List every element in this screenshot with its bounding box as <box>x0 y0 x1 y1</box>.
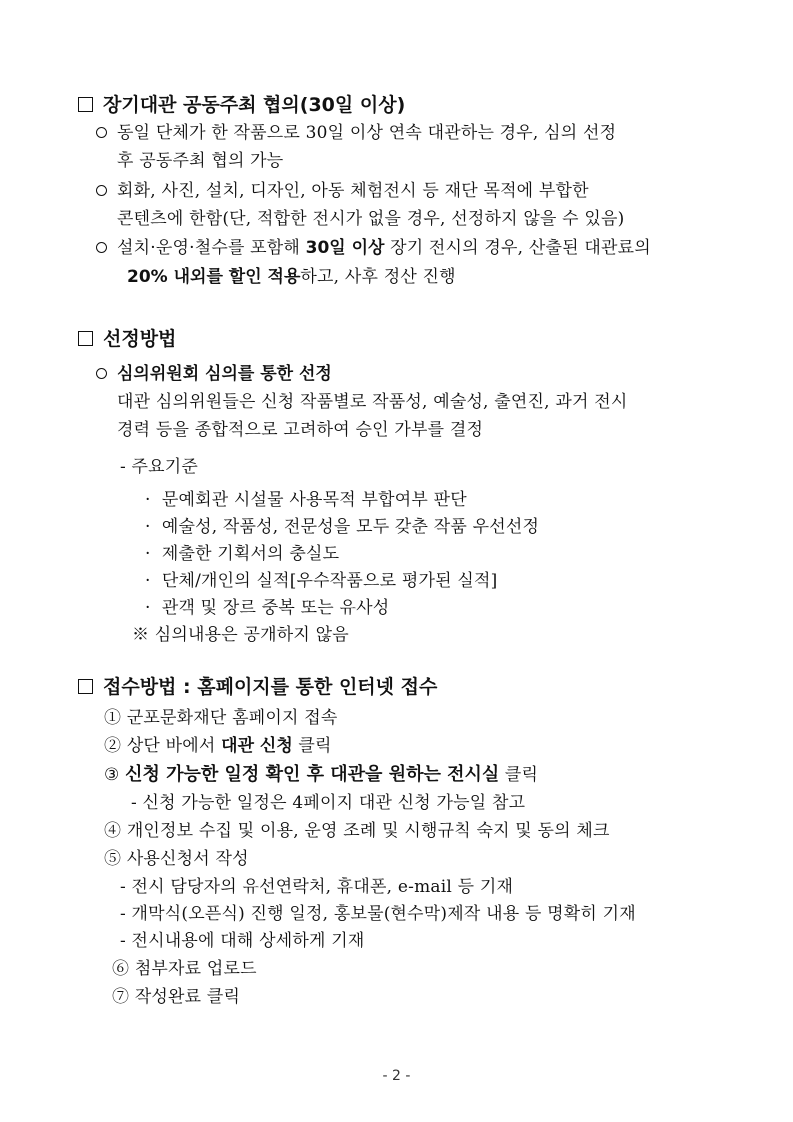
note: ※ 심의내용은 공개하지 않음 <box>132 625 349 645</box>
bullet-item <box>96 237 651 259</box>
criteria-text: 단체/개인의 실적[우수작품으로 평가된 실적] <box>161 571 498 591</box>
step-subnote: - 전시내용에 대해 상세하게 기재 <box>120 931 365 951</box>
criteria-item <box>145 516 539 538</box>
bullet-text-continued <box>127 266 456 288</box>
step-text: 클릭 <box>499 765 539 785</box>
step-number: ⑦ <box>112 987 130 1007</box>
criteria-item <box>145 597 389 619</box>
checkbox-square-icon <box>78 331 93 346</box>
step-text: 상단 바에서 <box>126 736 222 756</box>
dot-bullet-icon: · <box>145 598 151 618</box>
criteria-text: 관객 및 장르 중복 또는 유사성 <box>161 598 390 618</box>
step-number: ⑥ <box>112 959 130 979</box>
bullet-title: 심의위원회 심의를 통한 선정 <box>117 364 332 384</box>
bullet-item <box>96 180 589 202</box>
step-item <box>104 707 337 729</box>
criteria-text: 제출한 기획서의 충실도 <box>161 544 340 564</box>
bullet-text-continued: 후 공동주최 협의 가능 <box>117 151 284 171</box>
bullet-text-continued: 콘텐츠에 한함(단, 적합한 전시가 없을 경우, 선정하지 않을 수 있음) <box>117 209 625 229</box>
section-title: 선정방법 <box>103 328 177 350</box>
criteria-item <box>145 570 497 592</box>
criteria-label: - 주요기준 <box>120 457 199 477</box>
step-text-bold: 신청 가능한 일정 확인 후 대관을 원하는 전시실 <box>125 764 500 785</box>
circle-bullet-icon <box>96 368 107 379</box>
description-line: 경력 등을 종합적으로 고려하여 승인 가부를 결정 <box>117 420 484 440</box>
bullet-text: 동일 단체가 한 작품으로 30일 이상 연속 대관하는 경우, 심의 선정 <box>117 123 617 143</box>
bullet-item <box>96 122 616 144</box>
step-number: ② <box>104 736 122 756</box>
dot-bullet-icon: · <box>145 517 151 537</box>
dot-bullet-icon: · <box>145 544 151 564</box>
description-line: 대관 심의위원들은 신청 작품별로 작품성, 예술성, 출연진, 과거 전시 <box>117 392 628 412</box>
step-subnote: - 개막식(오픈식) 진행 일정, 홍보물(현수막)제작 내용 등 명확히 기재 <box>120 904 636 924</box>
bullet-text: 회화, 사진, 설치, 디자인, 아동 체험전시 등 재단 목적에 부합한 <box>117 181 589 201</box>
criteria-text: 문예회관 시설물 사용목적 부합여부 판단 <box>161 490 467 510</box>
step-item <box>112 986 240 1008</box>
criteria-text: 예술성, 작품성, 전문성을 모두 갖춘 작품 우선선정 <box>161 517 540 537</box>
step-item <box>112 958 257 980</box>
step-item <box>104 820 610 842</box>
bullet-text: 하고, 사후 정산 진행 <box>300 267 456 287</box>
criteria-item <box>145 543 339 565</box>
step-text: 사용신청서 작성 <box>126 849 249 869</box>
bullet-text: 장기 전시의 경우, 산출된 대관료의 <box>384 238 651 258</box>
step-text-bold: 대관 신청 <box>221 736 293 756</box>
bullet-text: 설치·운영·철수를 포함해 <box>117 238 306 258</box>
checkbox-square-icon <box>78 97 93 112</box>
circle-bullet-icon <box>96 242 107 253</box>
step-number: ③ <box>104 765 120 785</box>
section-heading-application-method <box>78 676 437 698</box>
step-item <box>104 735 332 757</box>
bullet-text-bold: 20% 내외를 할인 적용 <box>127 267 301 287</box>
section-title: 장기대관 공동주최 협의(30일 이상) <box>103 94 406 116</box>
checkbox-square-icon <box>78 679 93 694</box>
step-text: 첨부자료 업로드 <box>134 959 257 979</box>
section-heading-long-term-rental <box>78 94 405 116</box>
circle-bullet-icon <box>96 127 107 138</box>
step-text: 군포문화재단 홈페이지 접속 <box>126 708 338 728</box>
step-number: ④ <box>104 821 122 841</box>
dot-bullet-icon: · <box>145 571 151 591</box>
page-number: - 2 - <box>382 1068 411 1084</box>
bullet-text-bold: 30일 이상 <box>305 238 385 258</box>
step-item <box>104 764 538 786</box>
section-title: 접수방법 : 홈페이지를 통한 인터넷 접수 <box>103 676 438 698</box>
step-text: 작성완료 클릭 <box>134 987 241 1007</box>
circle-bullet-icon <box>96 185 107 196</box>
criteria-item <box>145 489 467 511</box>
section-heading-selection-method <box>78 328 176 350</box>
step-text: 클릭 <box>292 736 332 756</box>
step-text: 개인정보 수집 및 이용, 운영 조례 및 시행규칙 숙지 및 동의 체크 <box>126 821 610 841</box>
step-subnote: - 신청 가능한 일정은 4페이지 대관 신청 가능일 참고 <box>131 793 526 813</box>
step-number: ① <box>104 708 122 728</box>
dot-bullet-icon: · <box>145 490 151 510</box>
bullet-item <box>96 363 332 385</box>
step-subnote: - 전시 담당자의 유선연락처, 휴대폰, e-mail 등 기재 <box>120 877 514 897</box>
step-number: ⑤ <box>104 849 122 869</box>
step-item <box>104 848 249 870</box>
